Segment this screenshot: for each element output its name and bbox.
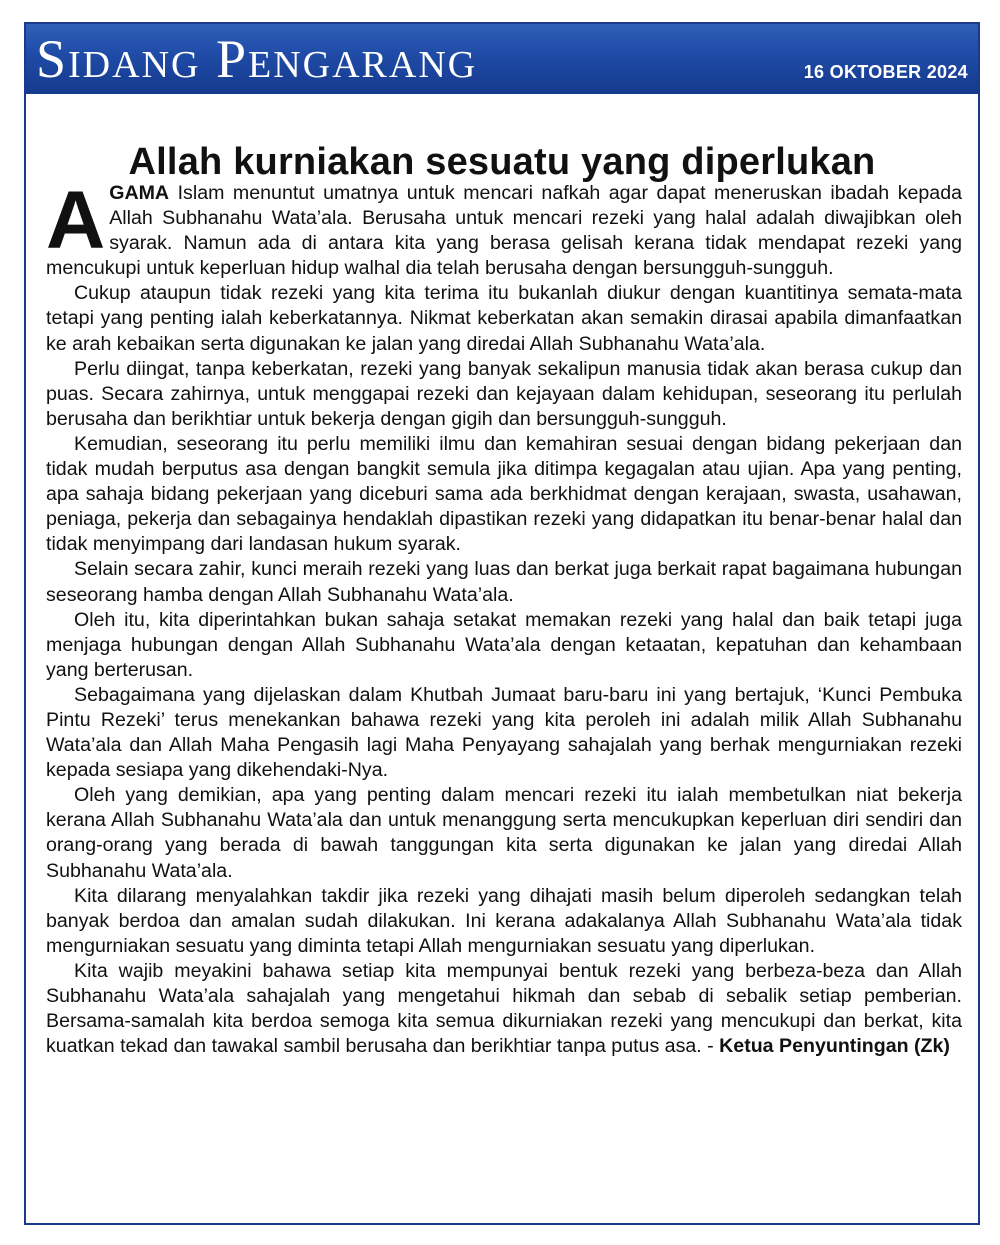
lead-word: GAMA xyxy=(109,182,170,204)
masthead-banner xyxy=(26,24,978,94)
dropcap: A xyxy=(46,175,106,266)
paragraph: Oleh itu, kita diperintahkan bukan sahaja setakat memakan rezeki yang halal dan baik tetapi juga menjaga hubungan dengan Allah Subhanahu Wata’ala dengan ketaatan, kepatuhan dan kehambaan yang berterusan. xyxy=(46,608,962,681)
headline: Allah kurniakan sesuatu yang diperlukan xyxy=(128,141,876,184)
paragraph-text: Islam menuntut umatnya untuk mencari nafkah agar dapat meneruskan ibadah kepada Allah Subhanahu Wata’ala. Berusaha untuk mencari rezeki yang halal adalah diwajibkan oleh syarak. Namun ada di antara kita yang berasa gelisah kerana tidak mendapat rezeki yang mencukupi untuk keperluan hidup walhal dia telah berusaha dengan bersungguh-sungguh. xyxy=(46,182,962,280)
article-body xyxy=(46,175,962,1059)
paragraph xyxy=(46,959,962,1059)
editorial-frame xyxy=(24,22,980,1225)
paragraph xyxy=(46,175,962,281)
paragraph-text: Kita wajib meyakini bahawa setiap kita mempunyai bentuk rezeki yang berbeza-beza dan Allah Subhanahu Wata’ala sahajalah yang mengetahui hikmah dan sebab di sebalik setiap pemberian. Bersama-samalah kita berdoa semoga kita semua dikurniakan rezeki yang mencukupi dan berkat, kita kuatkan tekad dan tawakal sambil berusaha dan berikhtiar tanpa putus asa. - xyxy=(46,959,962,1058)
paragraph: Cukup ataupun tidak rezeki yang kita terima itu bukanlah diukur dengan kuantitinya semata-mata tetapi yang penting ialah keberkatannya. Nikmat keberkatan akan semakin dirasai apabila dimanfaatkan ke arah kebaikan serta digunakan ke jalan yang diredai Allah Subhanahu Wata’ala. xyxy=(46,282,962,355)
author-signature: Ketua Penyuntingan (Zk) xyxy=(719,1035,950,1058)
paragraph: Kemudian, seseorang itu perlu memiliki ilmu dan kemahiran sesuai dengan bidang pekerjaan dan tidak mudah berputus asa dengan bangkit semula jika ditimpa kegagalan atau ujian. Apa yang penting, apa sahaja bidang pekerjaan yang diceburi sama ada berkhidmat dengan kerajaan, swasta, usahawan, peniaga, pekerja dan sebagainya hendaklah dipastikan rezeki yang didapatkan itu benar-benar halal dan tidak menyimpang dari landasan hukum syarak. xyxy=(46,432,962,556)
paragraph: Kita dilarang menyalahkan takdir jika rezeki yang dihajati masih belum diperoleh sedangkan telah banyak berdoa dan amalan sudah dilakukan. Ini kerana adakalanya Allah Subhanahu Wata’ala tidak mengurniakan sesuatu yang diminta tetapi Allah mengurniakan sesuatu yang diperlukan. xyxy=(46,884,962,957)
paragraph: Selain secara zahir, kunci meraih rezeki yang luas dan berkat juga berkait rapat bagaimana hubungan seseorang hamba dengan Allah Subhanahu Wata’ala. xyxy=(46,558,962,606)
masthead-title: Sidang Pengarang xyxy=(36,29,478,89)
paragraph: Perlu diingat, tanpa keberkatan, rezeki yang banyak sekalipun manusia tidak akan berasa cukup dan puas. Secara zahirnya, untuk menggapai rezeki dan kejayaan dalam kehidupan, seseorang itu perlulah berusaha dan berikhtiar untuk bekerja dengan gigih dan bersungguh-sungguh. xyxy=(46,357,962,430)
paragraph: Sebagaimana yang dijelaskan dalam Khutbah Jumaat baru-baru ini yang bertajuk, ‘Kunci Pembuka Pintu Rezeki’ terus menekankan bahawa rezeki yang kita peroleh ini adalah milik Allah Subhanahu Wata’ala dan Allah Maha Pengasih lagi Maha Penyayang sahajalah yang berhak mengurniakan rezeki kepada sesiapa yang dikehendaki-Nya. xyxy=(46,683,962,782)
paragraph: Oleh yang demikian, apa yang penting dalam mencari rezeki itu ialah membetulkan niat bekerja kerana Allah Subhanahu Wata’ala dan untuk menanggung serta mencukupkan keperluan diri sendiri dan orang-orang yang berada di bawah tanggungan kita serta digunakan ke jalan yang diredai Allah Subhanahu Wata’ala. xyxy=(46,784,962,882)
publication-date: 16 OKTOBER 2024 xyxy=(803,62,968,82)
